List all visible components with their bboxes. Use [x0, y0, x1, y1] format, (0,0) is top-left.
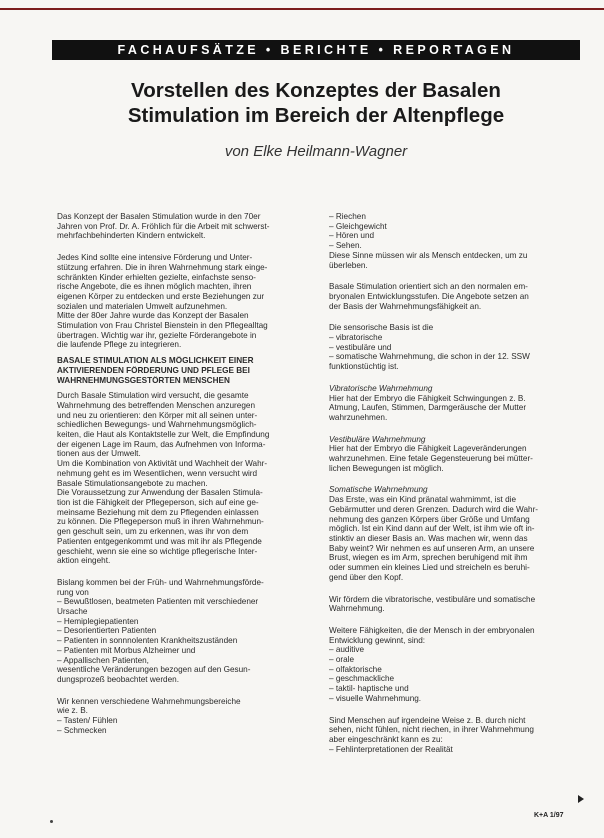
text-line: – Hemiplegiepatienten [57, 616, 139, 626]
section-banner: FACHAUFSÄTZE • BERICHTE • REPORTAGEN [52, 40, 580, 60]
text-line: schränkten Kinder erhielten gezielte, einfachste senso- [57, 272, 256, 282]
text-line: Das Erste, was ein Kind pränatal wahrnimmt, ist die [329, 495, 517, 505]
text-line: – Fehlinterpretationen der Realität [329, 744, 453, 754]
text-line: Jedes Kind sollte eine intensive Förderung und Unter- [57, 253, 253, 263]
paragraph [57, 391, 310, 566]
text-line: – Patienten mit Morbus Alzheimer und [57, 645, 196, 655]
paragraph [329, 394, 583, 423]
issue-footer: K+A 1/97 [534, 812, 564, 819]
text-line: Die sensorische Basis ist die [329, 323, 434, 333]
paragraph [57, 578, 310, 685]
text-line: Durch Basale Stimulation wird versucht, die gesamte [57, 391, 249, 401]
text-line: und neu zu orientieren: den Körper mit all seinen unter- [57, 410, 258, 420]
text-line: – Schmecken [57, 725, 107, 735]
text-line: Baby weint? Wir nehmen es auf unseren Arm, an unsere [329, 543, 535, 553]
text-line: dungsprozeß beobachtet werden. [57, 674, 179, 684]
text-line: – visuelle Wahrnehmung. [329, 693, 422, 703]
text-line: Basale Stimulationsangebote zu machen. [57, 478, 208, 488]
text-line: lichen Bewegungen ist möglich. [329, 463, 444, 473]
author-byline: von Elke Heilmann-Wagner [224, 143, 408, 160]
text-line: Entwicklung gewinnt, sind: [329, 635, 426, 645]
text-line: Bislang kommen bei der Früh- und Wahrnehmungsförde- [57, 577, 264, 587]
paragraph [57, 253, 310, 350]
text-line: – taktil- haptische und [329, 684, 409, 694]
text-line: Wir fördern die vibratorische, vestibuläre und somatische [329, 594, 536, 604]
text-line: stützung erfahren. Die in ihren Wahrnehmung stark einge- [57, 262, 268, 272]
text-line: aktion eingeht. [57, 556, 111, 566]
text-line: Die Voraussetzung zur Anwendung der Basalen Stimula- [57, 488, 263, 498]
subheading: Vibratorische Wahrnehmung [329, 383, 433, 393]
text-line: Wahrnehmung des betreffenden Menschen anzuregen [57, 400, 255, 410]
text-line: – somatische Wahrnehmung, die schon in der 12. SSW [329, 352, 530, 362]
paragraph [57, 697, 310, 736]
text-line: tion ist die Fähigkeit der Pflegeperson, sich auf eine ge- [57, 497, 259, 507]
text-line: meinsame Beziehung mit dem zu Pflegenden einlassen [57, 507, 259, 517]
text-line: Basale Stimulation orientiert sich an den normalen em- [329, 282, 528, 292]
text-line: nehmung des ganzen Körpers über Größe und Umfang [329, 514, 530, 524]
text-line: – Patienten in sonnnolenten Krankheitszuständen [57, 636, 238, 646]
text-line: zu können. Die Pflegeperson muß in ihren Wahrnehmun- [57, 517, 264, 527]
text-line: – Gleichgewicht [329, 221, 387, 231]
text-line: Das Konzept der Basalen Stimulation wurde in den 70er [57, 212, 261, 221]
text-line: wesentliche Veränderungen bezogen auf den Gesun- [57, 665, 251, 675]
text-line: – Riechen [329, 212, 366, 221]
text-line: wie z. B. [57, 706, 88, 716]
text-line: WAHRNEHMUNGSGESTÖRTEN MENSCHEN [57, 375, 230, 385]
text-line: – olfaktorische [329, 664, 382, 674]
subheading: Vestibuläre Wahrnehmung [329, 434, 426, 444]
paragraph [329, 595, 583, 614]
title-line-1: Vorstellen des Konzeptes der Basalen [131, 79, 501, 102]
text-line: gen geschult sein, um zu erkennen, was ihr von dem [57, 527, 249, 537]
text-line: Sind Menschen auf irgendeine Weise z. B. durch nicht [329, 715, 526, 725]
text-line: Diese Sinne müssen wir als Mensch entdecken, um zu [329, 250, 528, 260]
text-line: – Appallischen Patienten, [57, 655, 149, 665]
text-line: – orale [329, 655, 355, 665]
text-line: überleben. [329, 260, 368, 270]
text-line: die laufende Pflege zu integrieren. [57, 340, 182, 350]
text-line: wahrzunehmen. Eine fetale Gegensteuerung bei mütter- [329, 454, 533, 464]
text-line: keiten, die Haut als Kontaktstelle zur Welt, die Empfindung [57, 430, 270, 440]
text-line: Weitere Fähigkeiten, die der Mensch in der embryonalen [329, 625, 535, 635]
text-line: Wahrnehmung. [329, 604, 385, 614]
text-line: Patienten entgegenkommt und was mit ihr als Pflegende [57, 536, 262, 546]
text-line: – geschmackliche [329, 674, 395, 684]
text-line: aber eingeschränkt kann es zu: [329, 734, 443, 744]
text-line: stinktiv an dieser Basis an. Was machen wir, wenn das [329, 533, 528, 543]
text-line: Mitte der 80er Jahre wurde das Konzept der Basalen [57, 311, 249, 321]
text-line: – Tasten/ Fühlen [57, 716, 118, 726]
paragraph [329, 495, 583, 582]
text-line: übertragen. Wichtig war ihr, gezielte Förderangebote in [57, 330, 257, 340]
text-line: eigenen Körper zu entdecken und erste Beziehungen zur [57, 291, 265, 301]
left-column [57, 212, 310, 741]
text-line: AKTIVIERENDEN FÖRDERUNG UND PFLEGE BEI [57, 365, 250, 375]
text-line: sehen, nicht fühlen, nicht riechen, in ihrer Wahrnehmung [329, 725, 534, 735]
text-line: Ursache [57, 607, 88, 617]
text-line: Hier hat der Embryo die Fähigkeit Schwingungen z. B. [329, 393, 526, 403]
text-line: Gebärmutter und deren Grenzen. Dadurch wird die Wahr- [329, 504, 539, 514]
text-line: oder summen ein kleines Lied und streicheln es beruhi- [329, 563, 530, 573]
text-line: Hier hat der Embryo die Fähigkeit Lageveränderungen [329, 444, 527, 454]
text-line: – vibratorische [329, 333, 383, 343]
text-line: mehrfachbehinderten Kindern entwickelt. [57, 231, 206, 241]
text-line: Stimulation von Frau Christel Bienstein in den Pflegealltag [57, 321, 268, 331]
text-line: nehmung geht es im Wesentlichen, wenn versucht wird [57, 468, 258, 478]
text-line: wahrzunehmen. [329, 412, 388, 422]
text-line: rung von [57, 587, 89, 597]
paragraph [57, 212, 310, 241]
text-line: rische Angebote, die es ihnen möglich machten, ihren [57, 282, 252, 292]
subheading: Somatische Wahrnehmung [329, 485, 428, 495]
paragraph [329, 444, 583, 473]
title-line-2: Stimulation im Bereich der Altenpflege [127, 104, 505, 127]
page-dot-icon [50, 820, 53, 823]
text-line: – Hören und [329, 231, 375, 241]
top-rule [0, 8, 604, 10]
text-line: Um die Kombination von Aktivität und Wachheit der Wahr- [57, 459, 268, 469]
text-line: geschieht, wenn sie eine so wichtige pflegerische Inter- [57, 546, 258, 556]
text-line: BASALE STIMULATION ALS MÖGLICHKEIT EINER [57, 356, 254, 366]
text-line: möglich. Ist ein Kind dann auf der Welt, ist ihm wie oft in- [329, 524, 535, 534]
paragraph [329, 626, 583, 704]
text-line: – Bewußtlosen, beatmeten Patienten mit verschiedener [57, 597, 259, 607]
text-line: – Desorientierten Patienten [57, 626, 157, 636]
paragraph [329, 323, 583, 372]
text-line: – Sehen. [329, 241, 362, 251]
text-line: schiedlichen Bewegungs- und Wahrnehmungsmöglich- [57, 420, 257, 430]
article-title [52, 78, 580, 128]
text-line: der Basis der Wahrnehmungsfähigkeit an. [329, 301, 482, 311]
right-column [329, 212, 583, 760]
text-line: – vestibuläre und [329, 342, 392, 352]
section-heading [57, 356, 310, 385]
text-line: der eigenen Lage im Raum, das Aufnehmen von Informa- [57, 439, 266, 449]
text-line: funktionstüchtig ist. [329, 362, 399, 372]
text-line: – auditive [329, 645, 365, 655]
paragraph [329, 282, 583, 311]
text-line: bryonalen Entwicklungsstufen. Die Angebote setzen an [329, 291, 529, 301]
text-line: gend über den Kopf. [329, 572, 404, 582]
paragraph [329, 716, 583, 755]
text-line: tionen aus der Umwelt. [57, 449, 141, 459]
text-line: Jahren von Prof. Dr. A. Fröhlich für die Arbeit mit schwerst- [57, 221, 270, 231]
text-line: Atmung, Laufen, Stimmen, Darmgeräusche der Mutter [329, 403, 527, 413]
text-line: sozialen und materialen Umwelt aufzunehmen. [57, 301, 228, 311]
continue-arrow-icon [578, 795, 584, 803]
text-line: Brust, wiegen es im Arm, sprechen beruhigend mit ihm [329, 553, 528, 563]
text-line: Wir kennen verschiedene Wahrnehmungsbereiche [57, 696, 241, 706]
paragraph [329, 212, 583, 270]
